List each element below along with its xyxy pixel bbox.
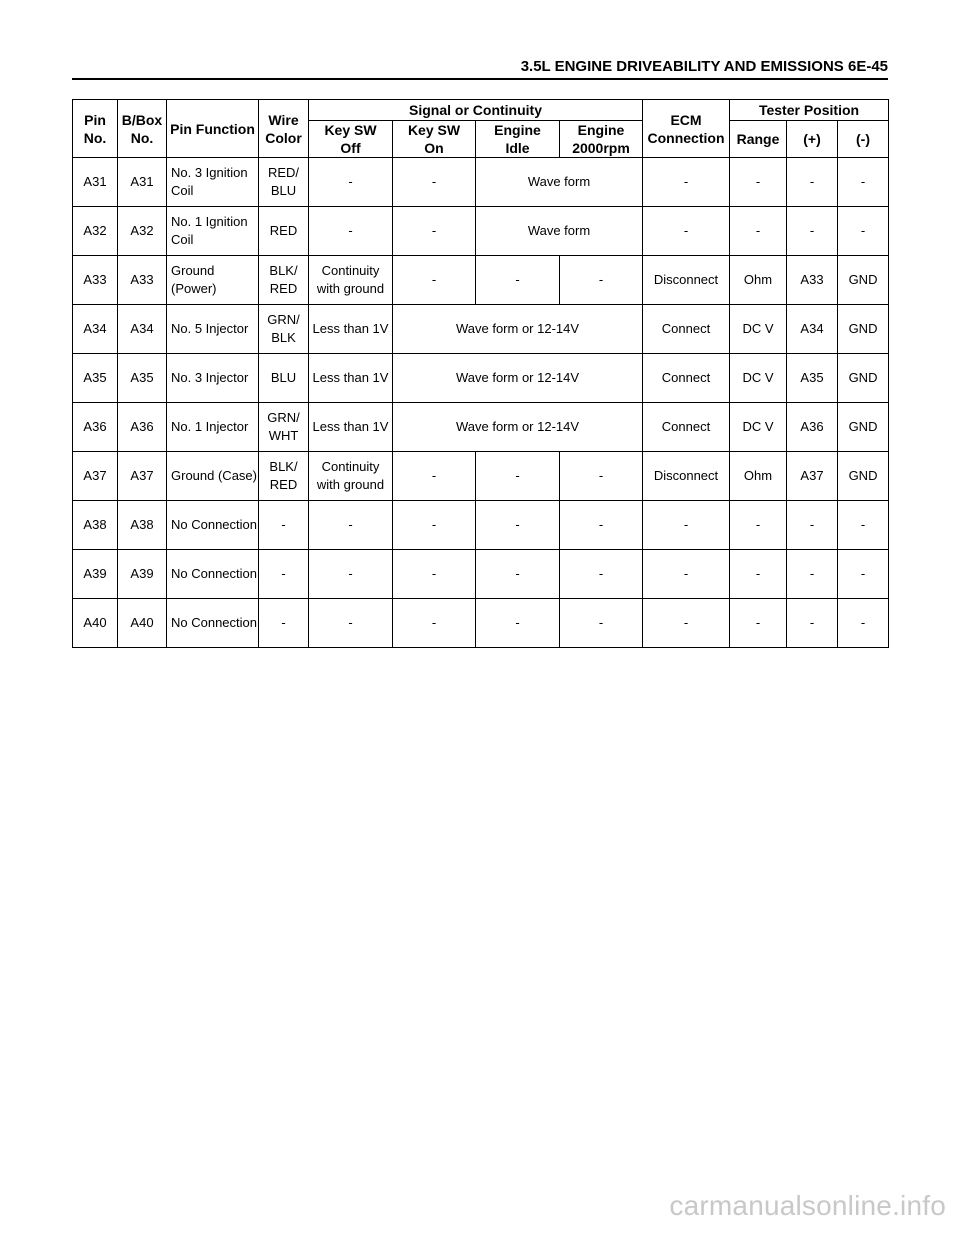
cell-function: No. 3 Ignition Coil xyxy=(167,158,259,207)
cell-on-idle-2000: Wave form or 12-14V xyxy=(393,403,643,452)
cell-pin: A37 xyxy=(73,452,118,501)
cell-pin: A33 xyxy=(73,256,118,305)
cell-ecm: Connect xyxy=(643,403,730,452)
cell-2000rpm: - xyxy=(560,256,643,305)
cell-idle: - xyxy=(476,550,560,599)
cell-range: - xyxy=(730,207,787,256)
cell-minus: GND xyxy=(838,305,889,354)
cell-range: Ohm xyxy=(730,452,787,501)
cell-idle: - xyxy=(476,501,560,550)
cell-key-on: - xyxy=(393,550,476,599)
cell-bbox: A32 xyxy=(118,207,167,256)
cell-plus: A37 xyxy=(787,452,838,501)
cell-key-off: - xyxy=(309,501,393,550)
header-plus: (+) xyxy=(787,121,838,158)
cell-ecm: - xyxy=(643,158,730,207)
cell-wire: - xyxy=(259,501,309,550)
header-engine-idle: Engine Idle xyxy=(476,121,560,158)
header-key-sw-off: Key SW Off xyxy=(309,121,393,158)
cell-wire: RED/ BLU xyxy=(259,158,309,207)
cell-range: - xyxy=(730,599,787,648)
cell-bbox: A38 xyxy=(118,501,167,550)
header-engine-2000rpm: Engine 2000rpm xyxy=(560,121,643,158)
cell-function: No Connection xyxy=(167,501,259,550)
cell-bbox: A39 xyxy=(118,550,167,599)
table-row xyxy=(73,354,889,403)
cell-idle: - xyxy=(476,452,560,501)
cell-pin: A36 xyxy=(73,403,118,452)
header-ecm-connection: ECM Connection xyxy=(643,100,730,158)
cell-bbox: A31 xyxy=(118,158,167,207)
header-signal-group: Signal or Continuity xyxy=(309,100,643,121)
cell-ecm: Connect xyxy=(643,354,730,403)
cell-plus: A36 xyxy=(787,403,838,452)
cell-range: DC V xyxy=(730,354,787,403)
cell-2000rpm: - xyxy=(560,550,643,599)
cell-range: - xyxy=(730,550,787,599)
cell-wire: - xyxy=(259,599,309,648)
cell-key-off: - xyxy=(309,207,393,256)
cell-plus: - xyxy=(787,501,838,550)
cell-pin: A39 xyxy=(73,550,118,599)
cell-idle: - xyxy=(476,599,560,648)
cell-minus: GND xyxy=(838,354,889,403)
header-row-1 xyxy=(73,100,889,121)
cell-idle-2000: Wave form xyxy=(476,207,643,256)
table-row xyxy=(73,452,889,501)
cell-function: No Connection xyxy=(167,599,259,648)
table-row xyxy=(73,599,889,648)
header-key-sw-on: Key SW On xyxy=(393,121,476,158)
pin-table xyxy=(72,99,889,648)
cell-key-off: Continuity with ground xyxy=(309,256,393,305)
cell-wire: BLK/ RED xyxy=(259,256,309,305)
cell-function: No. 1 Injector xyxy=(167,403,259,452)
cell-minus: - xyxy=(838,599,889,648)
header-pin-no: Pin No. xyxy=(73,100,118,158)
cell-bbox: A35 xyxy=(118,354,167,403)
table-row xyxy=(73,501,889,550)
cell-ecm: - xyxy=(643,207,730,256)
watermark: carmanualsonline.info xyxy=(669,1190,946,1221)
cell-key-on: - xyxy=(393,207,476,256)
cell-range: DC V xyxy=(730,403,787,452)
cell-key-on: - xyxy=(393,158,476,207)
cell-bbox: A34 xyxy=(118,305,167,354)
cell-pin: A38 xyxy=(73,501,118,550)
cell-pin: A35 xyxy=(73,354,118,403)
cell-key-off: - xyxy=(309,158,393,207)
cell-key-off: Less than 1V xyxy=(309,305,393,354)
cell-bbox: A40 xyxy=(118,599,167,648)
header-minus: (-) xyxy=(838,121,889,158)
cell-key-off: Continuity with ground xyxy=(309,452,393,501)
cell-wire: GRN/ WHT xyxy=(259,403,309,452)
page-header xyxy=(72,58,888,78)
cell-wire: BLK/ RED xyxy=(259,452,309,501)
cell-ecm: - xyxy=(643,599,730,648)
cell-plus: A33 xyxy=(787,256,838,305)
header-range: Range xyxy=(730,121,787,158)
table-row xyxy=(73,207,889,256)
table-row xyxy=(73,403,889,452)
cell-ecm: Connect xyxy=(643,305,730,354)
cell-minus: GND xyxy=(838,452,889,501)
cell-bbox: A37 xyxy=(118,452,167,501)
cell-minus: - xyxy=(838,158,889,207)
cell-key-on: - xyxy=(393,452,476,501)
cell-function: Ground (Power) xyxy=(167,256,259,305)
cell-function: No. 5 Injector xyxy=(167,305,259,354)
cell-key-on: - xyxy=(393,256,476,305)
cell-range: DC V xyxy=(730,305,787,354)
cell-key-off: Less than 1V xyxy=(309,403,393,452)
cell-function: Ground (Case) xyxy=(167,452,259,501)
cell-function: No. 1 Ignition Coil xyxy=(167,207,259,256)
cell-range: - xyxy=(730,501,787,550)
cell-plus: - xyxy=(787,158,838,207)
cell-ecm: - xyxy=(643,501,730,550)
header-bbox-no: B/Box No. xyxy=(118,100,167,158)
cell-on-idle-2000: Wave form or 12-14V xyxy=(393,305,643,354)
cell-2000rpm: - xyxy=(560,599,643,648)
cell-key-off: - xyxy=(309,599,393,648)
cell-key-on: - xyxy=(393,599,476,648)
cell-minus: GND xyxy=(838,256,889,305)
cell-pin: A31 xyxy=(73,158,118,207)
page-header-title: 3.5L ENGINE DRIVEABILITY AND EMISSIONS 6E-45 xyxy=(520,58,888,75)
header-rule xyxy=(72,78,888,80)
cell-idle: - xyxy=(476,256,560,305)
cell-ecm: Disconnect xyxy=(643,256,730,305)
cell-idle-2000: Wave form xyxy=(476,158,643,207)
cell-plus: - xyxy=(787,207,838,256)
header-tester-group: Tester Position xyxy=(730,100,889,121)
cell-wire: BLU xyxy=(259,354,309,403)
cell-minus: - xyxy=(838,550,889,599)
cell-key-on: - xyxy=(393,501,476,550)
table-row xyxy=(73,550,889,599)
cell-plus: - xyxy=(787,550,838,599)
table-row xyxy=(73,158,889,207)
cell-2000rpm: - xyxy=(560,501,643,550)
cell-plus: A34 xyxy=(787,305,838,354)
cell-bbox: A33 xyxy=(118,256,167,305)
header-wire-color: Wire Color xyxy=(259,100,309,158)
cell-pin: A34 xyxy=(73,305,118,354)
cell-plus: A35 xyxy=(787,354,838,403)
cell-minus: GND xyxy=(838,403,889,452)
table-row xyxy=(73,256,889,305)
header-pin-function: Pin Function xyxy=(167,100,259,158)
cell-key-off: Less than 1V xyxy=(309,354,393,403)
cell-function: No. 3 Injector xyxy=(167,354,259,403)
cell-minus: - xyxy=(838,501,889,550)
cell-function: No Connection xyxy=(167,550,259,599)
cell-pin: A40 xyxy=(73,599,118,648)
cell-range: Ohm xyxy=(730,256,787,305)
cell-pin: A32 xyxy=(73,207,118,256)
cell-on-idle-2000: Wave form or 12-14V xyxy=(393,354,643,403)
cell-wire: - xyxy=(259,550,309,599)
cell-wire: GRN/ BLK xyxy=(259,305,309,354)
cell-plus: - xyxy=(787,599,838,648)
cell-key-off: - xyxy=(309,550,393,599)
cell-wire: RED xyxy=(259,207,309,256)
cell-bbox: A36 xyxy=(118,403,167,452)
cell-ecm: - xyxy=(643,550,730,599)
cell-range: - xyxy=(730,158,787,207)
cell-minus: - xyxy=(838,207,889,256)
cell-ecm: Disconnect xyxy=(643,452,730,501)
table-row xyxy=(73,305,889,354)
cell-2000rpm: - xyxy=(560,452,643,501)
